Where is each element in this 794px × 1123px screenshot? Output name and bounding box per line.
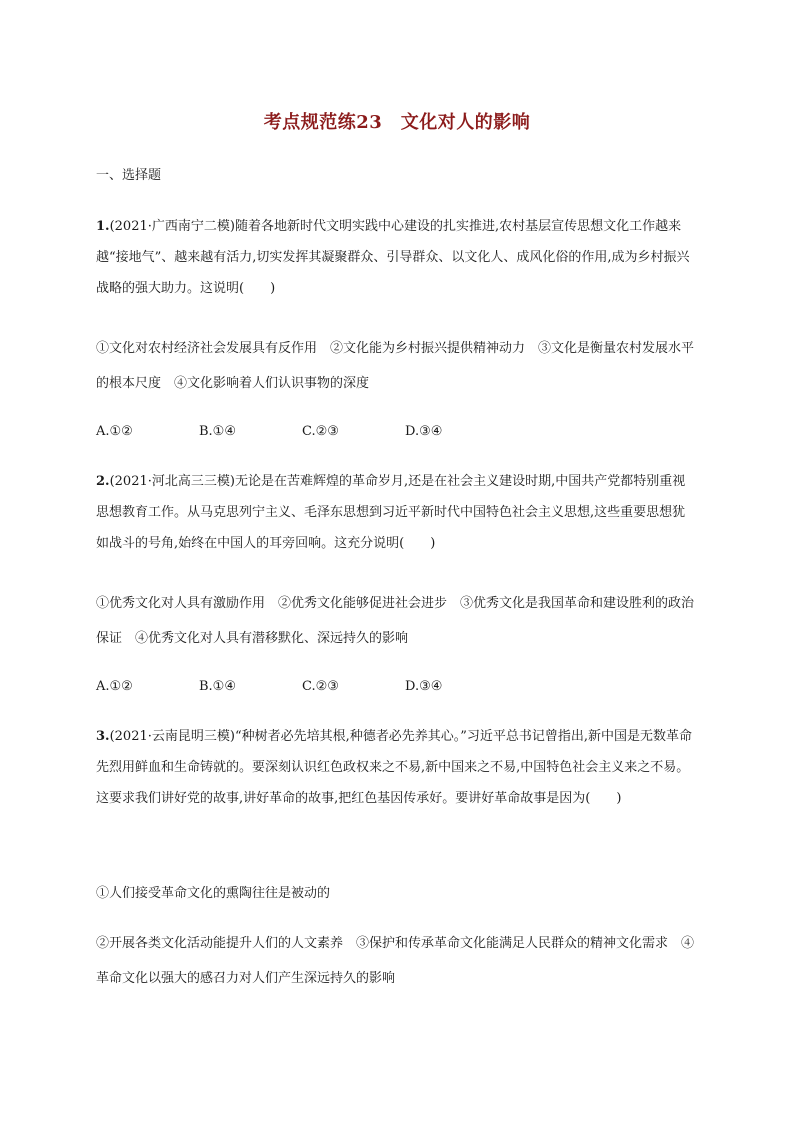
option-d[interactable]: D.③④ [405, 679, 443, 694]
question-3-stem [96, 721, 696, 814]
question-2-options [96, 679, 696, 694]
section-heading: 一、选择题 [96, 168, 162, 183]
question-1-statements: ①文化对农村经济社会发展具有反作用 ②文化能为乡村振兴提供精神动力 ③文化是衡量农村发展水平的根本尺度 ④文化影响着人们认识事物的深度 [96, 341, 695, 391]
question-3-statement-2: ②开展各类文化活动能提升人们的人文素养 ③保护和传承革命文化能满足人民群众的精神文化需求 ④革命文化以强大的感召力对人们产生深远持久的影响 [96, 936, 695, 986]
question-3-statement-1: ①人们接受革命文化的熏陶往往是被动的 [96, 886, 331, 901]
option-b[interactable]: B.①④ [199, 424, 236, 439]
question-2-statements: ①优秀文化对人具有激励作用 ②优秀文化能够促进社会进步 ③优秀文化是我国革命和建设胜利的政治保证 ④优秀文化对人具有潜移默化、深远持久的影响 [96, 596, 695, 646]
option-b[interactable]: B.①④ [199, 679, 236, 694]
question-text: (2021·云南昆明三模)“种树者必先培其根,种德者必先养其心。”习近平总书记曾指出,新中国是无数革命先烈用鲜血和生命铸就的。要深刻认识红色政权来之不易,新中国来之不易,中国特色社会主义来之不易。这要求我们讲好党的故事,讲好革命的故事,把红色基因传承好。要讲好革命故事是因为( ) [96, 729, 692, 806]
question-number: 2. [96, 474, 110, 489]
page-title: 考点规范练23 文化对人的影响 [263, 112, 531, 133]
option-c[interactable]: C.②③ [302, 679, 339, 694]
option-c[interactable]: C.②③ [302, 424, 339, 439]
question-1-stem [96, 211, 696, 304]
option-a[interactable]: A.①② [96, 424, 133, 439]
question-number: 3. [96, 729, 110, 744]
option-a[interactable]: A.①② [96, 679, 133, 694]
question-2-stem [96, 466, 696, 559]
question-number: 1. [96, 219, 110, 234]
question-text: (2021·广西南宁二模)随着各地新时代文明实践中心建设的扎实推进,农村基层宣传思想文化工作越来越“接地气”、越来越有活力,切实发挥其凝聚群众、引导群众、以文化人、成风化俗的作用,成为乡村振兴战略的强大助力。这说明( ) [96, 219, 690, 296]
question-1-options [96, 424, 696, 439]
option-d[interactable]: D.③④ [405, 424, 443, 439]
question-text: (2021·河北高三三模)无论是在苦难辉煌的革命岁月,还是在社会主义建设时期,中国共产党都特别重视思想教育工作。从马克思列宁主义、毛泽东思想到习近平新时代中国特色社会主义思想,这些重要思想犹如战斗的号角,始终在中国人的耳旁回响。这充分说明( ) [96, 474, 686, 551]
